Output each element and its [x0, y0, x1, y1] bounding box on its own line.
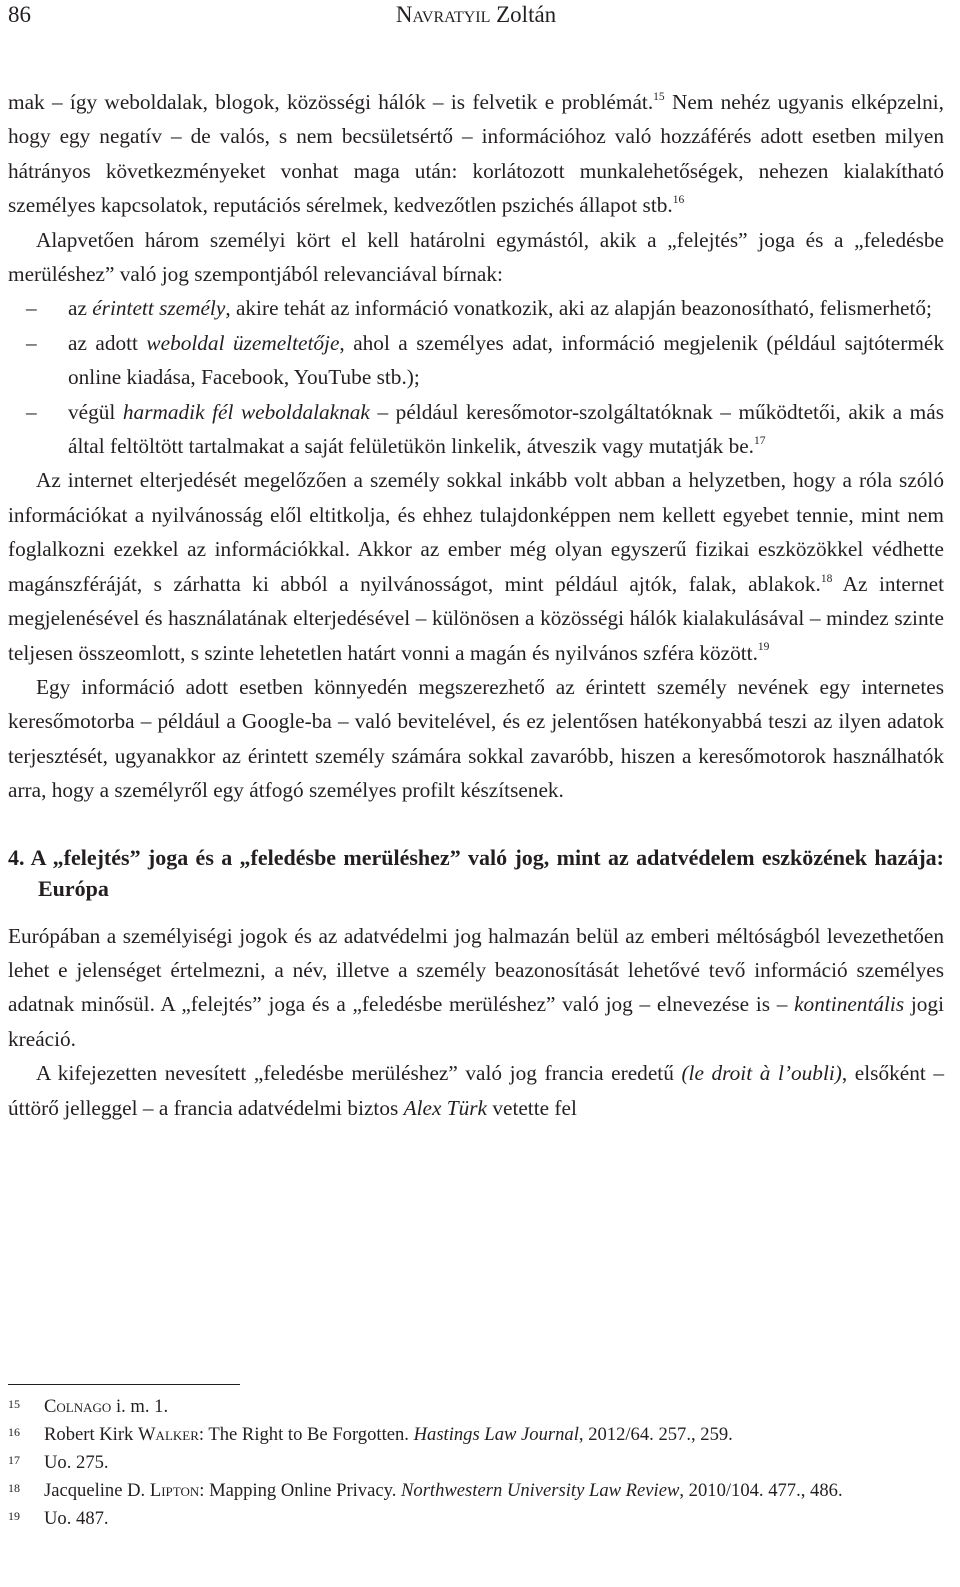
person-circle-list [8, 291, 944, 463]
footnote-ref-16[interactable]: 16 [672, 194, 685, 207]
author-given-name: Zoltán [496, 2, 557, 27]
footnote-title: : Mapping Online Privacy. [199, 1480, 401, 1501]
footnote-19 [8, 1505, 944, 1533]
footnote-number: 17 [8, 1453, 20, 1467]
list-item-3-text-a: végül [68, 399, 123, 424]
dash-bullet: – [26, 399, 37, 424]
footnote-number: 18 [8, 1481, 20, 1495]
footnote-ref-17[interactable]: 17 [754, 434, 766, 447]
paragraph-6 [8, 1056, 944, 1125]
footnote-citation: , 2010/104. 477., 486. [679, 1480, 843, 1501]
footnotes [8, 1393, 944, 1533]
footnote-journal: Northwestern University Law Review [401, 1480, 680, 1501]
footnote-17 [8, 1449, 944, 1477]
footnote-author-given: Robert Kirk [44, 1424, 138, 1445]
dash-bullet: – [26, 330, 37, 355]
section-heading: 4. A „felejtés” joga és a „feledésbe merüléshez” való jog, mint az adatvédelem eszközének hazája: Európa [8, 844, 944, 901]
list-item-2-text-a: az adott [68, 330, 147, 355]
paragraph-3 [8, 463, 944, 669]
paragraph-4: Egy információ adott esetben könnyedén megszerezhető az érintett személy nevének egy internetes keresőmotorba – például a Google-ba – való bevitelével, és ez jelentősen hatékonyabbá teszi az ilyen adatok terjesztését, ugyanakkor az érintett személy számára sokkal zavaróbb, hiszen a keresőmotorok használhatók arra, hogy a személyről egy átfogó személyes profilt készítsenek. [8, 674, 944, 803]
list-item [8, 326, 944, 395]
paragraph-5 [8, 919, 944, 1057]
paragraph-3-text-a: Az internet elterjedését megelőzően a személy sokkal inkább volt abban a helyzetben, hogy a róla szóló információkat a nyilvánosság elől eltitkolja, és ehhez tulajdonképpen nem kellett egyebet tennie, mint nem foglalkozni ezekkel az információkkal. Akkor az ember még olyan egyszerű fizikai eszközökkel védhette magánszféráját, s zárhatta ki abból a nyilvánosságot, mint például ajtók, falak, ablakok. [8, 468, 944, 596]
footnote-text: i. m. 1. [111, 1396, 169, 1417]
footnote-citation: , 2012/64. 257., 259. [578, 1424, 733, 1445]
list-item [8, 395, 944, 464]
list-item-2-emphasis: weboldal üzemeltetője [146, 330, 340, 355]
running-head-author [8, 2, 944, 28]
paragraph-3-text-b: Az internet megjelenésével és használatának elterjedésével – különösen a közösségi hálók kialakulásával – mindez szinte teljesen összeomlott, s szinte lehetetlen határt vonni a magán és nyilvános szféra között. [8, 571, 944, 665]
list-item-1-text-b: , akire tehát az információ vonatkozik, aki az alapján beazonosítható, felismerhető; [225, 296, 932, 321]
list-item-3-text-b: – például keresőmotor-szolgáltatóknak – működtetői, akik a más által feltöltött tartalmakat a saját felületükön linkelik, átveszik vagy mutatják be. [68, 399, 944, 459]
paragraph-6-text-a: A kifejezetten nevesített „feledésbe merüléshez” való jog francia eredetű [36, 1061, 682, 1086]
author-surname: Navratyil [395, 2, 491, 27]
footnote-author: Lipton [149, 1480, 200, 1501]
list-item-1-emphasis: érintett személy [92, 296, 226, 321]
dash-bullet: – [26, 296, 37, 321]
footnote-author: Walker [138, 1424, 199, 1445]
footnote-text: Uo. 487. [44, 1508, 109, 1529]
footnote-separator [8, 1384, 240, 1385]
page-number: 86 [8, 2, 31, 27]
footnote-18 [8, 1477, 944, 1505]
footnote-author: Colnago [44, 1396, 112, 1417]
footnote-number: 15 [8, 1397, 20, 1411]
paragraph-1 [8, 85, 944, 223]
paragraph-5-text-b: jogi kreáció. [8, 992, 944, 1051]
body-text [8, 85, 944, 1125]
paragraph-1-text-b: Nem nehéz ugyanis elképzelni, hogy egy negatív – de valós, s nem becsületsértő – információhoz való hozzáférés adott esetben milyen hátrányos következményeket vonhat maga után: korlátozott munkalehetőségek, nehezen kialakítható személyes kapcsolatok, reputációs sérelmek, kedvezőtlen pszichés állapot stb. [8, 90, 944, 218]
list-item-1-text-a: az [68, 296, 93, 321]
footnote-number: 16 [8, 1425, 20, 1439]
footnote-author-given: Jacqueline D. [44, 1480, 150, 1501]
footnote-ref-15[interactable]: 15 [653, 90, 665, 103]
running-header [8, 2, 944, 32]
footnote-number: 19 [8, 1509, 20, 1523]
paragraph-6-text-c: vetette fel [487, 1095, 577, 1120]
footnote-journal: Hastings Law Journal [413, 1424, 579, 1445]
paragraph-2: Alapvetően három személyi kört el kell határolni egymástól, akik a „felejtés” joga és a „feledésbe merüléshez” való jog szempontjából relevanciával bírnak: [8, 227, 944, 287]
paragraph-5-emphasis: kontinentális [794, 992, 905, 1017]
list-item [8, 291, 944, 325]
footnote-title: : The Right to Be Forgotten. [198, 1424, 414, 1445]
paragraph-6-text-b: , elsőként – úttörő jelleggel – a francia adatvédelmi biztos [8, 1061, 945, 1120]
footnote-ref-19[interactable]: 19 [757, 641, 770, 654]
paragraph-6-emphasis-b: Alex Türk [403, 1095, 488, 1120]
paragraph-6-emphasis-a: (le droit à l’oubli) [681, 1061, 842, 1086]
list-item-3-emphasis: harmadik fél weboldalaknak [122, 399, 370, 424]
list-item-2-text-b: , ahol a személyes adat, információ megjelenik (például sajtótermék online kiadása, Facebook, YouTube stb.); [68, 330, 945, 390]
footnote-15 [8, 1393, 944, 1421]
footnote-16 [8, 1421, 944, 1449]
footnote-text: Uo. 275. [44, 1452, 109, 1473]
paragraph-5-text-a: Európában a személyiségi jogok és az adatvédelmi jog halmazán belül az emberi méltóságból levezethetően lehet e jelenséget értelmezni, a név, illetve a személy beazonosítását lehetővé tevő információ személyes adatnak minősül. A „felejtés” joga és a „feledésbe merüléshez” való jog – elnevezése is – [8, 923, 944, 1017]
paragraph-1-text-a: mak – így weboldalak, blogok, közösségi hálók – is felvetik e problémát. [8, 90, 654, 114]
footnote-ref-18[interactable]: 18 [820, 572, 833, 585]
